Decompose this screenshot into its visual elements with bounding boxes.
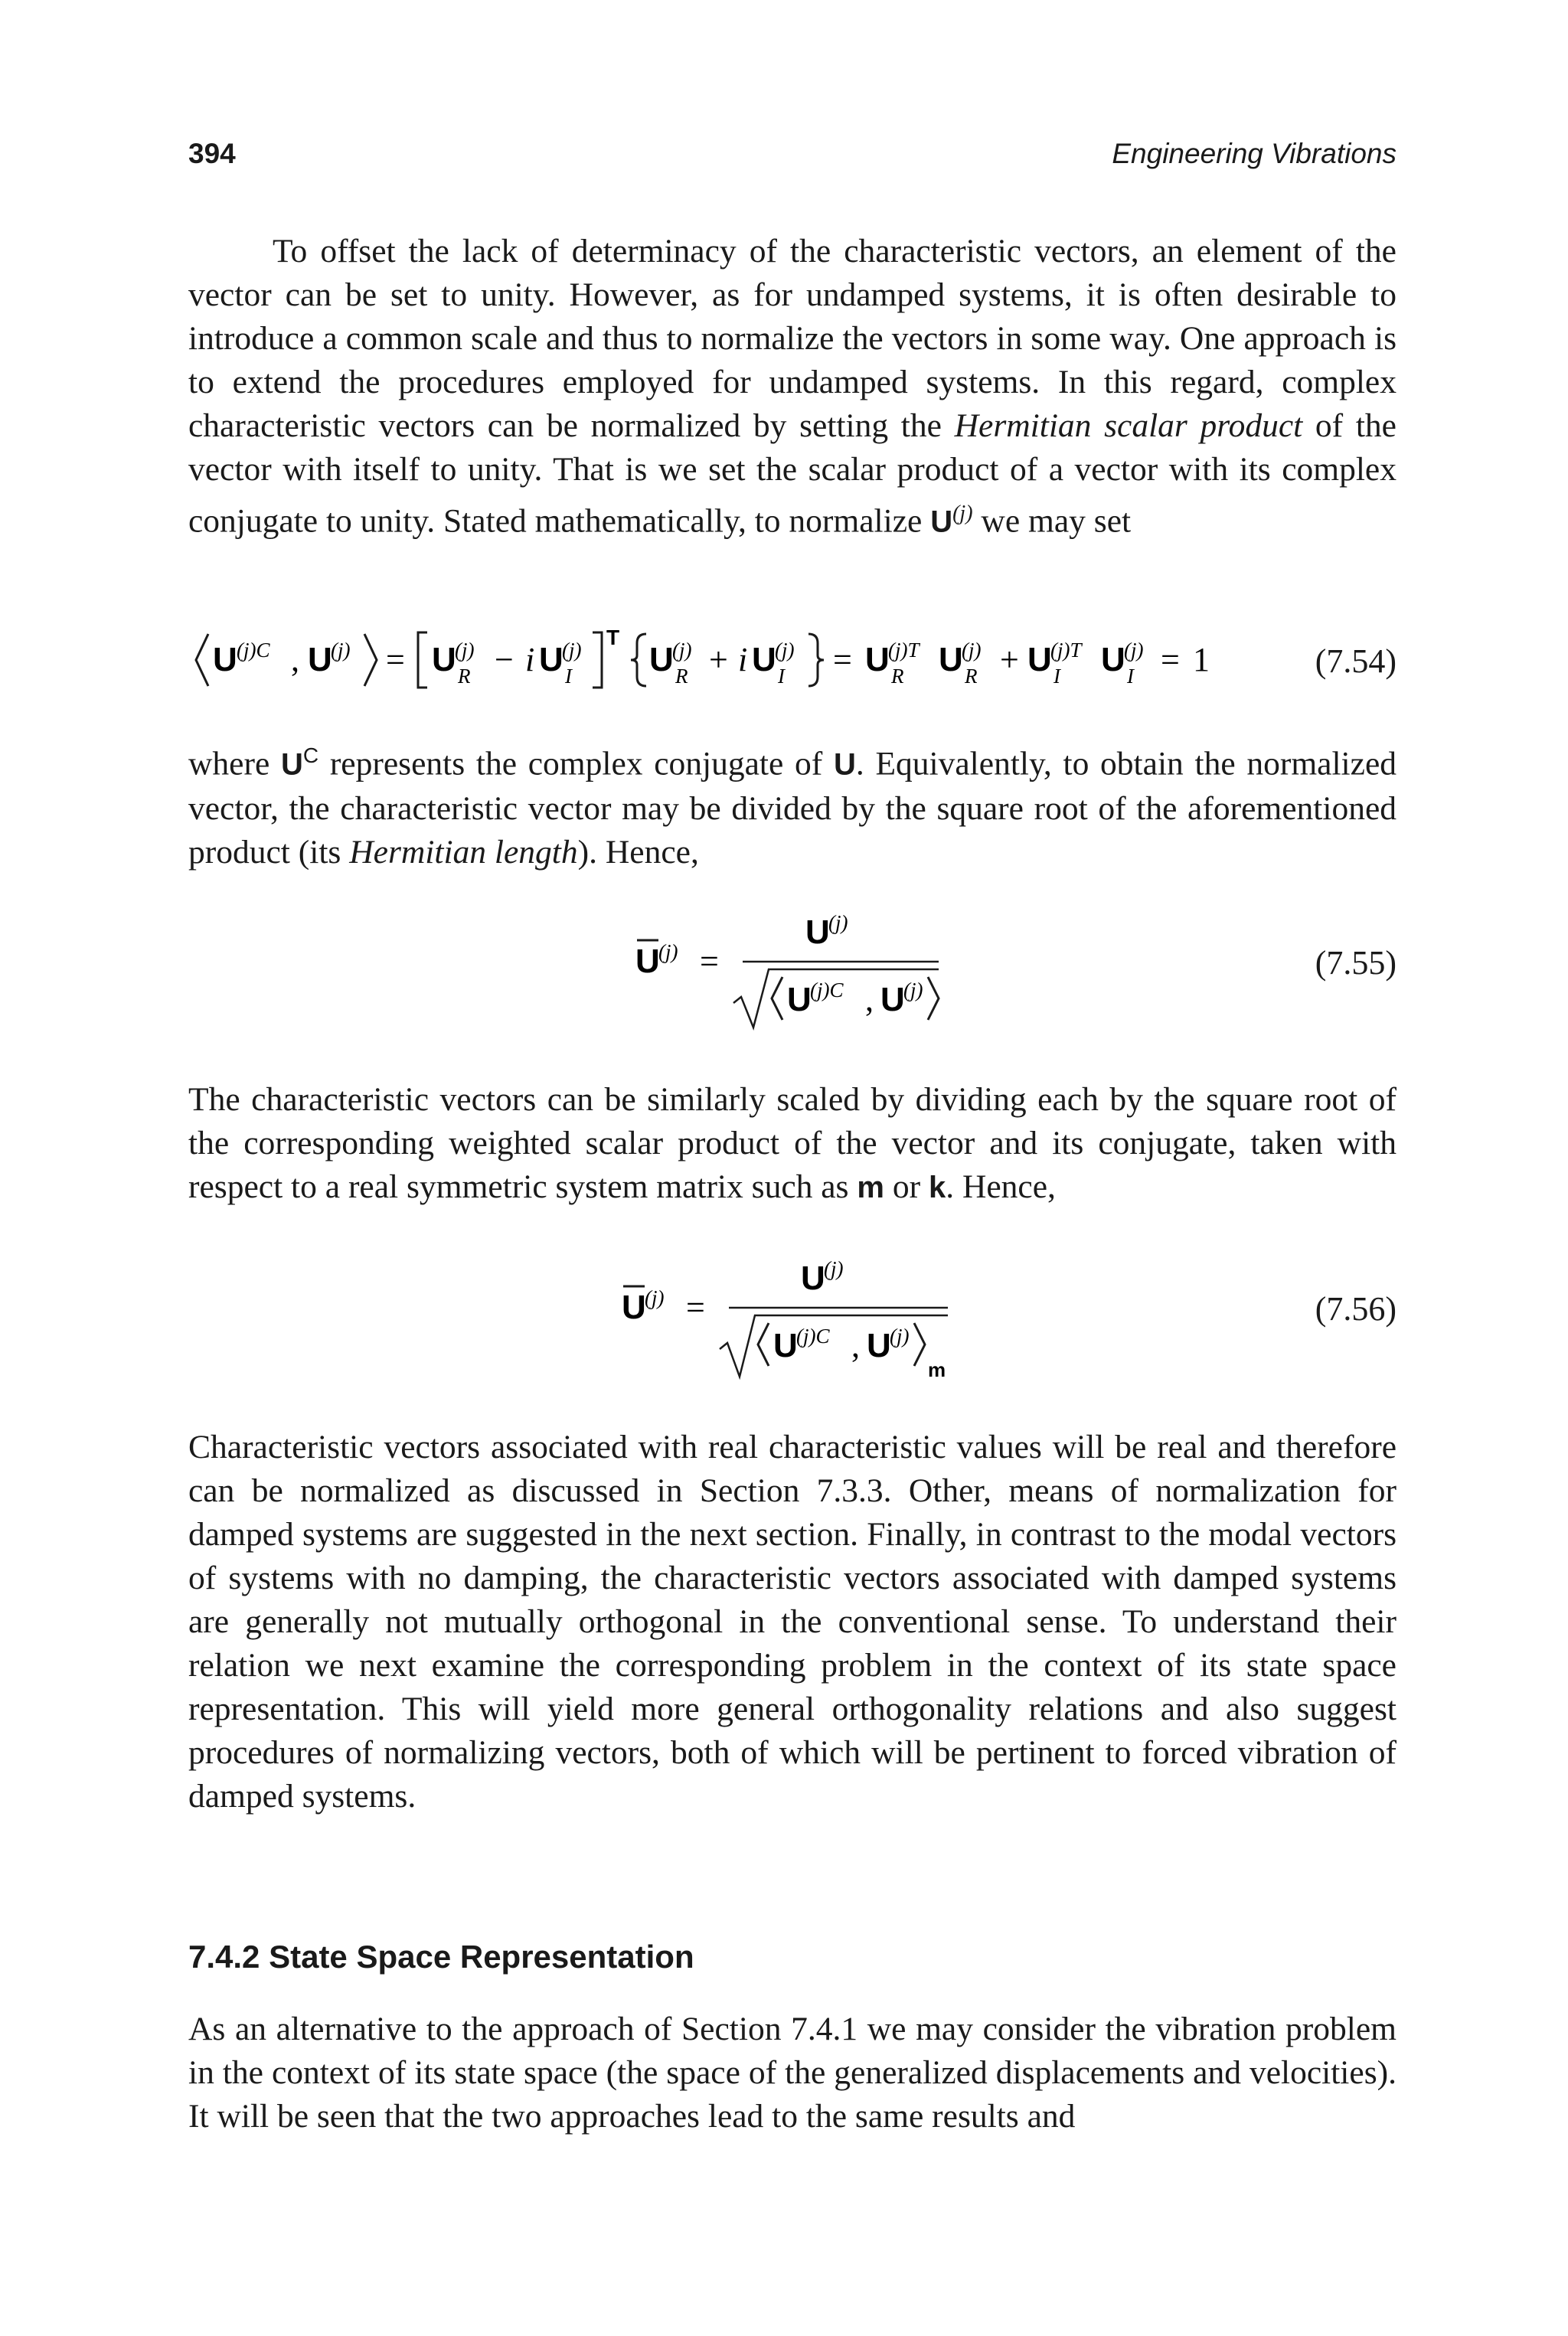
sup-j: (j) xyxy=(775,639,795,662)
right-curly-brace xyxy=(808,634,824,686)
equals-sign: = xyxy=(1161,641,1180,678)
paragraph-state-space-intro: As an alternative to the approach of Section 7.4.1 we may consider the vibration problem in the context of its state space (the space of the generalized displacements and velocities). It will be seen that the two approaches lead to the same results and xyxy=(188,2011,1396,2135)
symbol-k: k xyxy=(928,1171,946,1204)
sub-I: I xyxy=(565,665,572,688)
sup-jC: (j)C xyxy=(796,1325,830,1348)
sup-jT: (j)T xyxy=(888,639,920,662)
right-angle-bracket xyxy=(914,1323,925,1366)
equation-7-56 xyxy=(188,1250,1396,1387)
paragraph-text: . Equivalently, to obtain the normalized vector, the characteristic vector may be divided by the square root of the aforementioned product (its xyxy=(188,745,1397,871)
right-angle-bracket xyxy=(364,634,377,686)
symbol-U: U xyxy=(930,505,953,539)
U-vector: U xyxy=(773,1327,798,1364)
symbol-U: U xyxy=(833,747,856,782)
paragraph-text: we may set xyxy=(972,502,1132,540)
sup-j: (j) xyxy=(658,940,678,963)
equals-sign: = xyxy=(386,641,405,678)
sup-j: (j) xyxy=(562,639,582,662)
imaginary-unit: i xyxy=(738,641,748,678)
sup-j: (j) xyxy=(645,1286,665,1309)
emphasis-hermitian-scalar-product: Hermitian scalar product xyxy=(954,407,1303,444)
sup-jC: (j)C xyxy=(810,979,844,1001)
U-vector: U xyxy=(1027,641,1052,678)
equals-sign: = xyxy=(686,1289,705,1326)
left-angle-bracket xyxy=(196,634,208,686)
transpose-T: T xyxy=(606,626,620,649)
equation-7-55 xyxy=(188,903,1396,1034)
comma: , xyxy=(851,1327,860,1364)
symbol-U: U xyxy=(280,747,303,782)
book-title: Engineering Vibrations xyxy=(1112,138,1396,169)
U-vector: U xyxy=(880,981,905,1018)
equation-7-55-graphic xyxy=(188,903,1396,1034)
left-square-bracket xyxy=(418,632,427,688)
sup-j: (j) xyxy=(828,911,848,934)
equation-number: (7.55) xyxy=(1315,944,1396,982)
left-angle-bracket xyxy=(772,977,782,1020)
right-square-bracket xyxy=(593,632,602,688)
paragraph-text: ). Hence, xyxy=(577,833,699,871)
paragraph-hermitian-length xyxy=(188,733,1396,874)
paragraph-text: To offset the lack of determinacy of the characteristic vectors, an element of the vector can be set to unity. However, as for undamped systems, it is often desirable to introduce a common scale and thus to normalize the vectors in some way. One approach is to extend the procedures employed for undamped systems. In this regard, complex characteristic vectors can be normalized by setting the xyxy=(188,233,1396,444)
paragraph-text: The characteristic vectors can be similarly scaled by dividing each by the square root of the corresponding weighted scalar product of the vector and its conjugate, taken with respect to a real symmetric system matrix such as xyxy=(188,1081,1396,1205)
U-vector: U xyxy=(939,641,963,678)
sub-R: R xyxy=(891,665,904,688)
U-vector: U xyxy=(865,641,890,678)
sub-I: I xyxy=(1054,665,1060,688)
sup-j: (j) xyxy=(903,979,923,1001)
U-vector: U xyxy=(308,641,332,678)
sup-jT: (j)T xyxy=(1050,639,1082,662)
equation-7-56-graphic xyxy=(188,1250,1396,1387)
plus-sign: + xyxy=(709,641,728,678)
right-angle-bracket xyxy=(928,977,939,1020)
sup-j: (j) xyxy=(890,1325,910,1348)
equation-number: (7.56) xyxy=(1315,1290,1396,1328)
sub-R: R xyxy=(675,665,688,688)
sup-j: (j) xyxy=(331,639,351,662)
sup-j: (j) xyxy=(1124,639,1144,662)
plus-sign: + xyxy=(1000,641,1019,678)
sub-m-mass-matrix: m xyxy=(928,1358,946,1381)
equals-sign: = xyxy=(833,641,852,678)
comma: , xyxy=(291,641,299,678)
paragraph-orthogonality: Characteristic vectors associated with real characteristic values will be real and therefore can be normalized as discussed in Section 7.3.3. Other, means of normalization for damped systems are suggested in the next section. Finally, in contrast to the modal vectors of systems with no damping, the characteristic vectors associated with damped systems are generally not mutually orthogonal in the conventional sense. To understand their relation we next examine the corresponding problem in the context of its state space representation. This will yield more general orthogonality relations and also suggest procedures of normalizing vectors, both of which will be pertinent to forced vibration of damped systems. xyxy=(188,1429,1396,1815)
sub-I: I xyxy=(778,665,785,688)
symbol-j-superscript: (j) xyxy=(952,502,973,525)
U-vector: U xyxy=(213,641,237,678)
U-bar-vector: U xyxy=(635,943,660,980)
sup-j: (j) xyxy=(455,639,475,662)
sup-j: (j) xyxy=(672,639,692,662)
U-vector: U xyxy=(539,641,564,678)
paragraph-weighted-scaling xyxy=(188,1078,1396,1210)
U-vector: U xyxy=(649,641,674,678)
U-vector: U xyxy=(752,641,776,678)
paragraph-normalization-intro xyxy=(188,230,1396,544)
imaginary-unit: i xyxy=(525,641,535,678)
sub-R: R xyxy=(965,665,978,688)
symbol-C-superscript: C xyxy=(302,743,319,767)
sub-I: I xyxy=(1127,665,1134,688)
equation-7-54 xyxy=(188,622,1396,698)
left-angle-bracket xyxy=(758,1323,769,1366)
U-vector: U xyxy=(867,1327,891,1364)
sup-jC: (j)C xyxy=(237,639,270,662)
section-heading: 7.4.2 State Space Representation xyxy=(188,1939,694,1975)
paragraph-text: where xyxy=(188,745,281,782)
comma: , xyxy=(865,981,874,1018)
sup-j: (j) xyxy=(824,1257,844,1280)
U-vector: U xyxy=(787,981,812,1018)
emphasis-hermitian-length: Hermitian length xyxy=(349,833,578,871)
U-vector: U xyxy=(805,913,830,951)
minus-sign: − xyxy=(495,641,514,678)
equals-sign: = xyxy=(700,943,719,980)
equation-7-54-graphic xyxy=(188,622,1396,698)
U-vector: U xyxy=(1101,641,1125,678)
paragraph-text: of the vector with itself to unity. That is we set the scalar product of a vector with its complex conjugate to unity. Stated mathematically, to normalize xyxy=(188,407,1396,540)
sup-j: (j) xyxy=(962,639,982,662)
U-vector: U xyxy=(432,641,456,678)
U-bar-vector: U xyxy=(622,1289,646,1326)
symbol-m: m xyxy=(857,1171,884,1204)
square-root-sign xyxy=(720,1315,948,1377)
unity: 1 xyxy=(1193,641,1210,678)
page-number: 394 xyxy=(188,138,236,169)
sub-R: R xyxy=(458,665,471,688)
equation-number: (7.54) xyxy=(1315,642,1396,680)
paragraph-text: or xyxy=(884,1168,929,1205)
left-curly-brace xyxy=(631,634,646,686)
paragraph-text: represents the complex conjugate of xyxy=(318,745,834,782)
U-vector: U xyxy=(801,1259,825,1297)
running-head xyxy=(188,135,1396,181)
paragraph-text: . Hence, xyxy=(946,1168,1056,1205)
